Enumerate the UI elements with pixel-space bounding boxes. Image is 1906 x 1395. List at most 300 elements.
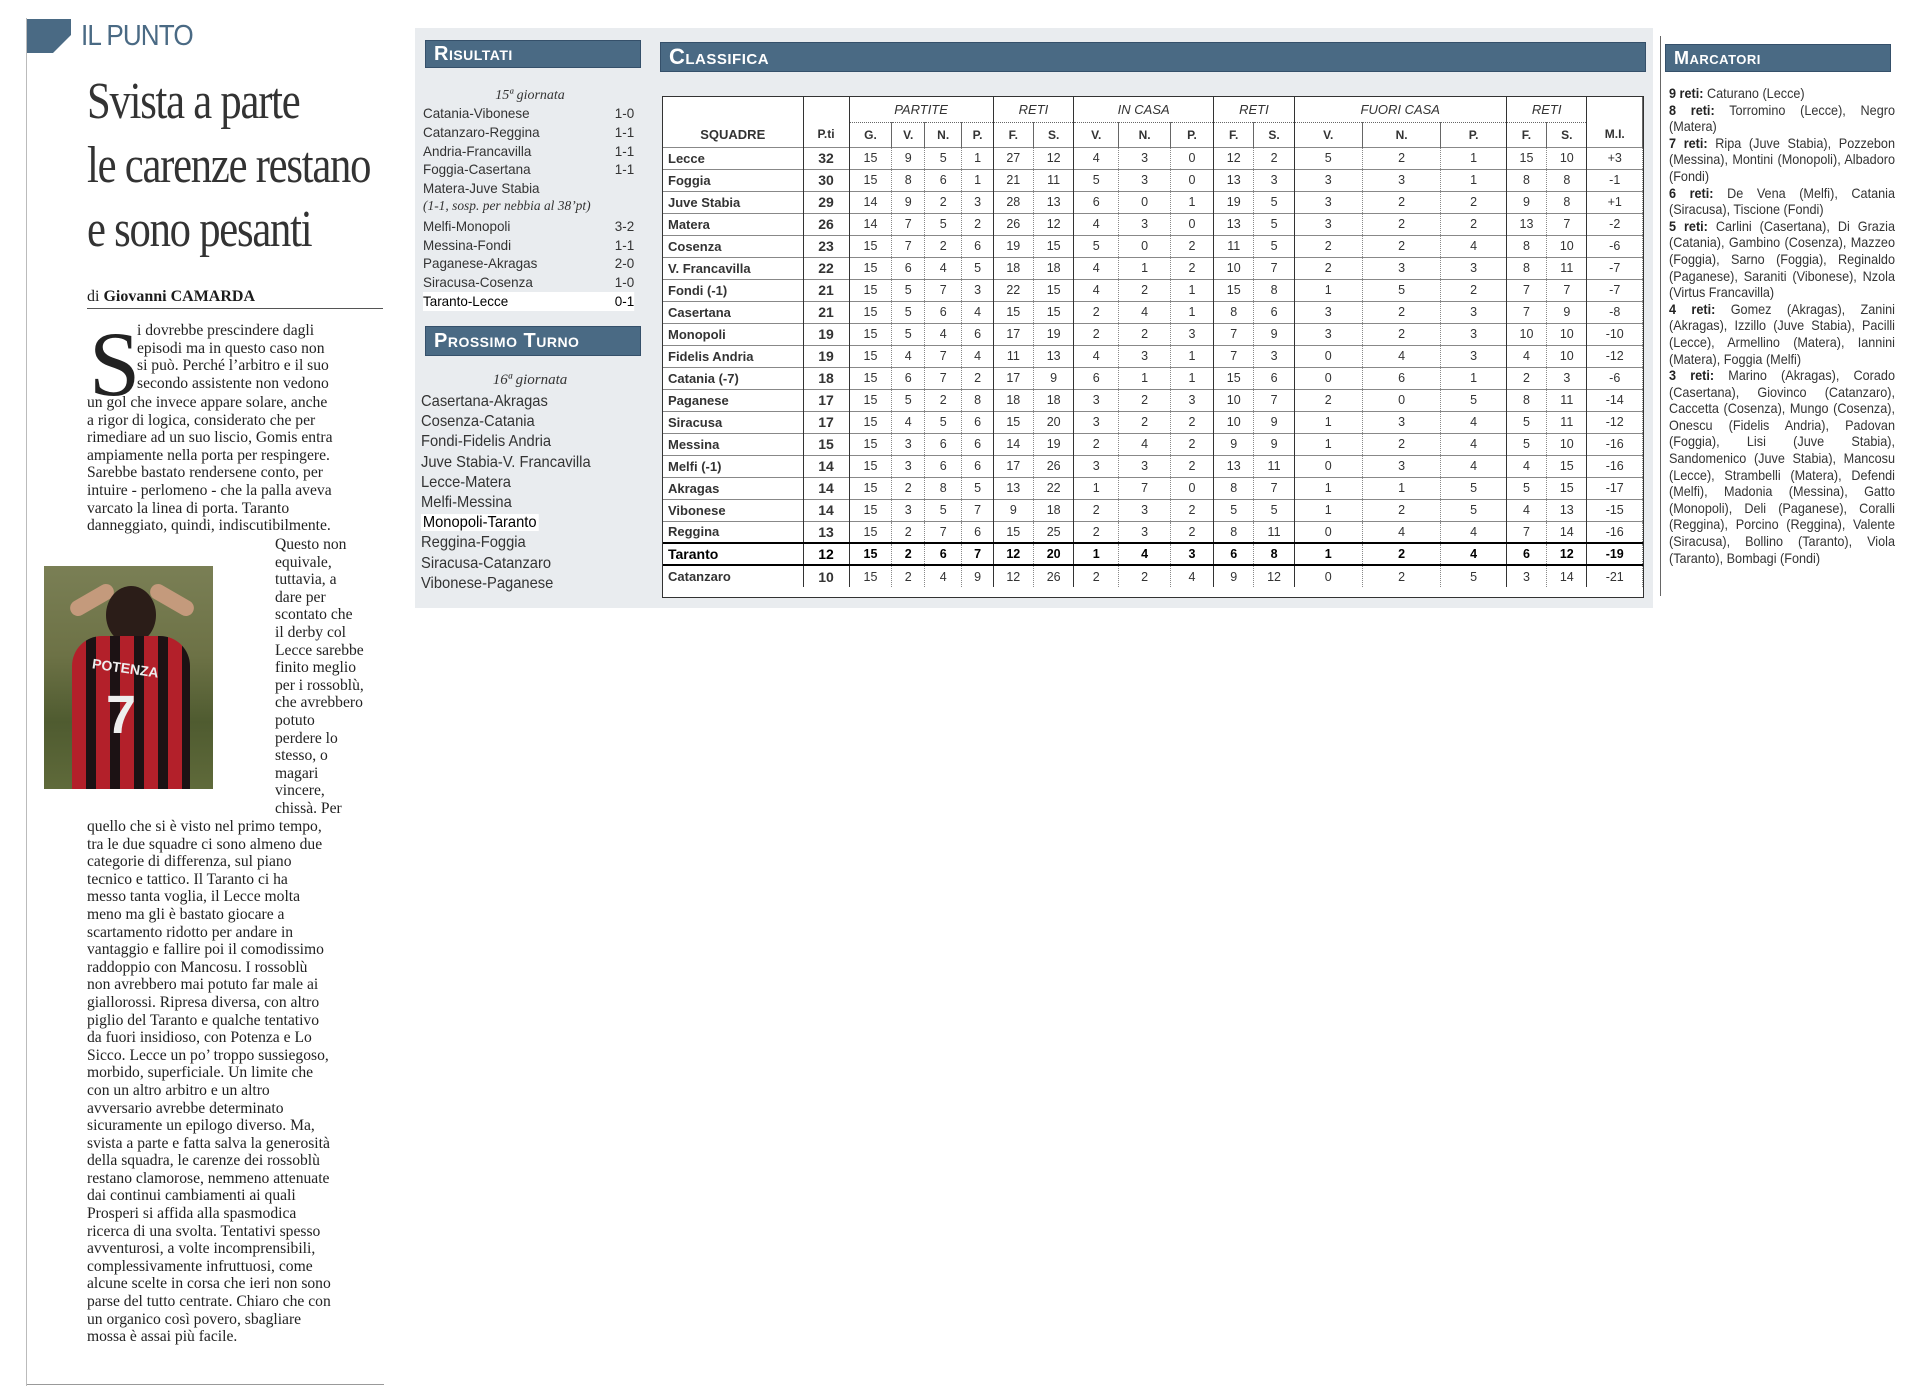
stat-cell: 2 bbox=[924, 389, 962, 411]
stat-cell: 0 bbox=[1294, 521, 1362, 543]
standings-row bbox=[663, 477, 1643, 499]
stat-cell: 4 bbox=[1362, 345, 1441, 367]
stat-cell: 9 bbox=[962, 565, 993, 587]
stat-cell: 4 bbox=[1074, 213, 1119, 235]
result-match: Foggia-Casertana bbox=[423, 161, 531, 178]
stat-cell: 7 bbox=[1506, 279, 1546, 301]
stat-cell: 15 bbox=[1506, 147, 1546, 169]
fixture-match: Juve Stabia-V. Francavilla bbox=[421, 453, 591, 471]
group-header: RETI bbox=[993, 97, 1074, 122]
stat-cell: 4 bbox=[1441, 521, 1506, 543]
stat-cell: -16 bbox=[1587, 433, 1643, 455]
stat-cell: 2 bbox=[1074, 301, 1119, 323]
team-name: Matera bbox=[663, 213, 803, 235]
stat-cell: 2 bbox=[1254, 147, 1294, 169]
stat-cell: 22 bbox=[993, 279, 1033, 301]
points-cell: 22 bbox=[803, 257, 849, 279]
stat-cell: 15 bbox=[1214, 279, 1254, 301]
stat-cell: -8 bbox=[1587, 301, 1643, 323]
column-header: S. bbox=[1254, 122, 1294, 147]
standings-row bbox=[663, 345, 1643, 367]
stat-cell: 1 bbox=[1294, 477, 1362, 499]
stat-cell: 8 bbox=[1506, 169, 1546, 191]
stat-cell: 2 bbox=[892, 477, 924, 499]
standings-row bbox=[663, 191, 1643, 213]
points-cell: 30 bbox=[803, 169, 849, 191]
stat-cell: 11 bbox=[1547, 257, 1587, 279]
stat-cell: 6 bbox=[1254, 367, 1294, 389]
stat-cell: 1 bbox=[962, 147, 993, 169]
stat-cell: 3 bbox=[1119, 213, 1171, 235]
standings-row bbox=[663, 169, 1643, 191]
stat-cell: 1 bbox=[1441, 147, 1506, 169]
stat-cell: 4 bbox=[1119, 433, 1171, 455]
stat-cell: 4 bbox=[1441, 543, 1506, 565]
stat-cell: 15 bbox=[1547, 455, 1587, 477]
stat-cell: 4 bbox=[1074, 345, 1119, 367]
stat-cell: 5 bbox=[1074, 235, 1119, 257]
stat-cell: 10 bbox=[1547, 235, 1587, 257]
stat-cell: 0 bbox=[1294, 345, 1362, 367]
stat-cell: 5 bbox=[892, 279, 924, 301]
stat-cell: 1 bbox=[1170, 301, 1213, 323]
stat-cell: 3 bbox=[962, 191, 993, 213]
column-header: S. bbox=[1033, 122, 1073, 147]
team-name: Siracusa bbox=[663, 411, 803, 433]
scorers-goals-label: 6 reti: bbox=[1669, 185, 1714, 201]
stat-cell: 4 bbox=[924, 257, 962, 279]
stat-cell: 3 bbox=[1170, 323, 1213, 345]
team-name: Melfi (-1) bbox=[663, 455, 803, 477]
standings-row bbox=[663, 565, 1643, 587]
standings-row bbox=[663, 499, 1643, 521]
stat-cell: 2 bbox=[1119, 389, 1171, 411]
scorers-column bbox=[1660, 36, 1894, 596]
stat-cell: 15 bbox=[849, 147, 892, 169]
stat-cell: 9 bbox=[1254, 323, 1294, 345]
team-name: Akragas bbox=[663, 477, 803, 499]
stat-cell: 15 bbox=[849, 477, 892, 499]
fixture-row bbox=[421, 453, 623, 473]
stat-cell: 0 bbox=[1119, 235, 1171, 257]
column-header: N. bbox=[1362, 122, 1441, 147]
team-name: Monopoli bbox=[663, 323, 803, 345]
stat-cell: 5 bbox=[892, 323, 924, 345]
result-note bbox=[423, 198, 634, 217]
fixture-row bbox=[421, 533, 623, 553]
stat-cell: 2 bbox=[1362, 433, 1441, 455]
stat-cell: 7 bbox=[962, 499, 993, 521]
stat-cell: 21 bbox=[993, 169, 1033, 191]
stat-cell: 2 bbox=[1362, 323, 1441, 345]
drop-cap: S bbox=[89, 313, 141, 415]
stat-cell: 5 bbox=[892, 301, 924, 323]
stat-cell: 11 bbox=[1254, 521, 1294, 543]
stat-cell: 5 bbox=[1214, 499, 1254, 521]
stat-cell: 15 bbox=[993, 521, 1033, 543]
fixture-row bbox=[421, 554, 623, 574]
stat-cell: -16 bbox=[1587, 521, 1643, 543]
stat-cell: 3 bbox=[1294, 301, 1362, 323]
stat-cell: -7 bbox=[1587, 257, 1643, 279]
column-header: V. bbox=[1074, 122, 1119, 147]
scorers-goals-label: 3 reti: bbox=[1669, 368, 1715, 384]
stat-cell: 15 bbox=[849, 235, 892, 257]
stat-cell: 3 bbox=[1441, 257, 1506, 279]
points-cell: 21 bbox=[803, 301, 849, 323]
stat-cell: 8 bbox=[924, 477, 962, 499]
group-header: IN CASA bbox=[1074, 97, 1214, 122]
stat-cell: 12 bbox=[1214, 147, 1254, 169]
standings-table bbox=[663, 97, 1643, 587]
stat-cell: 4 bbox=[1362, 521, 1441, 543]
scorers-goals-label: 4 reti: bbox=[1669, 301, 1716, 317]
stat-cell: 5 bbox=[962, 477, 993, 499]
scorers-goals-label: 9 reti: bbox=[1669, 86, 1704, 101]
stat-cell: 2 bbox=[892, 543, 924, 565]
team-name: Cosenza bbox=[663, 235, 803, 257]
stat-cell: 8 bbox=[1547, 169, 1587, 191]
fixture-match: Monopoli-Taranto bbox=[422, 514, 537, 532]
stat-cell: 8 bbox=[1506, 235, 1546, 257]
stat-cell: 0 bbox=[1119, 191, 1171, 213]
stat-cell: 4 bbox=[1074, 257, 1119, 279]
scorers-names: Marino (Akragas), Corado (Casertana), Giovinco (Catanzaro), Caccetta (Cosenza), Mungo (Cosenza), Onescu (Fidelis Andria), Padovan (Foggia), Lisi (Juve Stabia), Sandomenico (Juve Stabia), Mancosu (Lecce), Strambelli (Matera), Defendi (Melfi), Madonia (Messina), Gatto (Monopoli), Deli (Paganese), Coralli (Reggina), Porcino (Reggina), Valente (Siracusa), Bollino (Taranto), Viola (Taranto), Bombagi (Fondi) bbox=[1669, 368, 1895, 566]
stat-cell: 4 bbox=[1170, 565, 1213, 587]
stat-cell: 4 bbox=[1441, 235, 1506, 257]
group-header-row bbox=[663, 97, 1643, 122]
stat-cell: 26 bbox=[1033, 565, 1073, 587]
stat-cell: 1 bbox=[1294, 543, 1362, 565]
stat-cell: -2 bbox=[1587, 213, 1643, 235]
stat-cell: 15 bbox=[849, 543, 892, 565]
stat-cell: 6 bbox=[924, 455, 962, 477]
stat-cell: 11 bbox=[1214, 235, 1254, 257]
stat-cell: 7 bbox=[892, 235, 924, 257]
stat-cell: 4 bbox=[962, 301, 993, 323]
stat-cell: 13 bbox=[1506, 213, 1546, 235]
column-header: F. bbox=[993, 122, 1033, 147]
group-header: PARTITE bbox=[849, 97, 993, 122]
result-row bbox=[423, 292, 634, 311]
stat-cell: -21 bbox=[1587, 565, 1643, 587]
stat-cell: 4 bbox=[1441, 455, 1506, 477]
stat-cell: 15 bbox=[849, 411, 892, 433]
stat-cell: 6 bbox=[1074, 191, 1119, 213]
stat-cell: 10 bbox=[1547, 323, 1587, 345]
stat-cell: 15 bbox=[849, 389, 892, 411]
stat-cell: 1 bbox=[1441, 169, 1506, 191]
points-cell: 23 bbox=[803, 235, 849, 257]
stat-cell: 2 bbox=[1362, 213, 1441, 235]
result-row bbox=[423, 273, 634, 292]
result-match: Matera-Juve Stabia bbox=[423, 180, 540, 197]
stat-cell: 12 bbox=[993, 565, 1033, 587]
result-score: 2-0 bbox=[614, 255, 635, 272]
player-photo bbox=[44, 566, 213, 789]
stat-cell: 6 bbox=[962, 235, 993, 257]
stat-cell: 27 bbox=[993, 147, 1033, 169]
stat-cell: 3 bbox=[892, 455, 924, 477]
column-header: P. bbox=[962, 122, 993, 147]
stat-cell: 19 bbox=[1214, 191, 1254, 213]
stat-cell: 0 bbox=[1294, 367, 1362, 389]
stat-cell: 10 bbox=[1214, 411, 1254, 433]
stat-cell: 15 bbox=[993, 411, 1033, 433]
standings-row bbox=[663, 301, 1643, 323]
fixture-match: Fondi-Fidelis Andria bbox=[421, 433, 552, 451]
stat-cell: 5 bbox=[1441, 389, 1506, 411]
standings-body bbox=[663, 147, 1643, 587]
stat-cell: 4 bbox=[924, 323, 962, 345]
stat-cell: 12 bbox=[1033, 213, 1073, 235]
stat-cell: 3 bbox=[1362, 411, 1441, 433]
stat-cell: 5 bbox=[1254, 235, 1294, 257]
stat-cell: 15 bbox=[849, 455, 892, 477]
stat-cell: 4 bbox=[1506, 345, 1546, 367]
stat-cell: 9 bbox=[1033, 367, 1073, 389]
result-match: Messina-Fondi bbox=[423, 236, 512, 253]
team-name: Fondi (-1) bbox=[663, 279, 803, 301]
stat-cell: 5 bbox=[1441, 499, 1506, 521]
stat-cell: -7 bbox=[1587, 279, 1643, 301]
stat-cell: 14 bbox=[993, 433, 1033, 455]
stat-cell: 3 bbox=[1547, 367, 1587, 389]
stat-cell: 7 bbox=[962, 543, 993, 565]
stat-cell: 11 bbox=[1547, 389, 1587, 411]
scorers-group bbox=[1669, 136, 1895, 186]
scorers-names: Ripa (Juve Stabia), Pozzebon (Messina), Montini (Monopoli), Albadoro (Fondi) bbox=[1669, 135, 1895, 184]
stat-cell: 15 bbox=[849, 257, 892, 279]
stat-cell: 7 bbox=[1254, 389, 1294, 411]
stat-cell: 6 bbox=[924, 543, 962, 565]
stat-cell: 5 bbox=[1254, 499, 1294, 521]
stat-cell: 9 bbox=[1214, 433, 1254, 455]
stat-cell: 5 bbox=[1506, 411, 1546, 433]
scorers-group bbox=[1669, 86, 1895, 103]
stat-cell: 3 bbox=[1362, 455, 1441, 477]
stat-cell: 3 bbox=[1119, 455, 1171, 477]
points-cell: 18 bbox=[803, 367, 849, 389]
stat-cell: 13 bbox=[993, 477, 1033, 499]
scorers-names: De Vena (Melfi), Catania (Siracusa), Tiscione (Fondi) bbox=[1669, 185, 1895, 218]
stat-cell: 2 bbox=[1294, 257, 1362, 279]
team-name: Fidelis Andria bbox=[663, 345, 803, 367]
stat-cell: 6 bbox=[892, 257, 924, 279]
stat-cell: 18 bbox=[993, 389, 1033, 411]
stat-cell: 17 bbox=[993, 455, 1033, 477]
stat-cell: 2 bbox=[1362, 301, 1441, 323]
result-score: 1-1 bbox=[614, 236, 635, 253]
stat-cell: 0 bbox=[1170, 169, 1213, 191]
result-match: Andria-Francavilla bbox=[423, 142, 532, 159]
stat-cell: 3 bbox=[1441, 345, 1506, 367]
stat-cell: 1 bbox=[1170, 345, 1213, 367]
stat-cell: 5 bbox=[924, 147, 962, 169]
stat-cell: 3 bbox=[1294, 323, 1362, 345]
result-row bbox=[423, 217, 634, 236]
stat-cell: 13 bbox=[1033, 191, 1073, 213]
team-name: Catania (-7) bbox=[663, 367, 803, 389]
stat-cell: 4 bbox=[1506, 499, 1546, 521]
stat-cell: 8 bbox=[1506, 389, 1546, 411]
stat-cell: 15 bbox=[1547, 477, 1587, 499]
stat-cell: 15 bbox=[849, 323, 892, 345]
stat-cell: 1 bbox=[1294, 411, 1362, 433]
stat-cell: 9 bbox=[1547, 301, 1587, 323]
stat-cell: 5 bbox=[1506, 433, 1546, 455]
stat-cell: 2 bbox=[1074, 499, 1119, 521]
result-match: Siracusa-Cosenza bbox=[423, 274, 533, 291]
stat-cell: 25 bbox=[1033, 521, 1073, 543]
next-round-label: 16ª giornata bbox=[492, 372, 568, 388]
results-title: Risultati bbox=[425, 40, 641, 68]
points-cell: 29 bbox=[803, 191, 849, 213]
stat-cell: 4 bbox=[1441, 411, 1506, 433]
stat-cell: 6 bbox=[962, 521, 993, 543]
stat-cell: 2 bbox=[962, 213, 993, 235]
points-cell: 15 bbox=[803, 433, 849, 455]
stat-cell: 2 bbox=[1074, 565, 1119, 587]
stat-cell: 28 bbox=[993, 191, 1033, 213]
stat-cell: 4 bbox=[924, 565, 962, 587]
scorers-goals-label: 5 reti: bbox=[1669, 218, 1708, 234]
standings bbox=[656, 36, 1644, 604]
scorers-title: Marcatori bbox=[1665, 44, 1891, 72]
column-header: P. bbox=[1170, 122, 1213, 147]
stat-cell: 2 bbox=[1074, 323, 1119, 345]
stat-cell: 5 bbox=[1441, 477, 1506, 499]
result-score: 0-1 bbox=[614, 292, 635, 309]
stat-cell: 2 bbox=[1119, 411, 1171, 433]
stat-cell: 3 bbox=[1294, 169, 1362, 191]
fixture-row bbox=[421, 432, 623, 452]
group-header: RETI bbox=[1506, 97, 1587, 122]
stat-cell: 2 bbox=[1170, 411, 1213, 433]
stat-cell: 6 bbox=[1214, 543, 1254, 565]
points-cell: 21 bbox=[803, 279, 849, 301]
stat-cell: 7 bbox=[1214, 345, 1254, 367]
stat-cell: 17 bbox=[993, 323, 1033, 345]
stat-cell: 2 bbox=[1362, 235, 1441, 257]
stat-cell: 14 bbox=[1547, 521, 1587, 543]
stat-cell: 6 bbox=[892, 367, 924, 389]
stat-cell: 4 bbox=[1441, 433, 1506, 455]
stat-cell: 2 bbox=[1119, 565, 1171, 587]
stat-cell: 2 bbox=[1170, 499, 1213, 521]
points-cell: 14 bbox=[803, 499, 849, 521]
stat-cell: 3 bbox=[1254, 169, 1294, 191]
fixture-match: Reggina-Foggia bbox=[421, 534, 526, 552]
result-match: Taranto-Lecce bbox=[423, 292, 509, 309]
stat-cell: 3 bbox=[1170, 389, 1213, 411]
scorers-goals-label: 7 reti: bbox=[1669, 135, 1708, 151]
stat-cell: 7 bbox=[1119, 477, 1171, 499]
points-cell: 10 bbox=[803, 565, 849, 587]
team-name: Lecce bbox=[663, 147, 803, 169]
stat-cell: 6 bbox=[924, 301, 962, 323]
results-column bbox=[419, 36, 641, 596]
stat-cell: 2 bbox=[1119, 279, 1171, 301]
stat-cell: 13 bbox=[1214, 213, 1254, 235]
stat-cell: 8 bbox=[1214, 521, 1254, 543]
stat-cell: 6 bbox=[924, 169, 962, 191]
next-round-title: Prossimo Turno bbox=[425, 326, 641, 356]
stat-cell: 15 bbox=[993, 301, 1033, 323]
article-body-part: i dovrebbe prescindere dagli episodi ma in questo caso non si può. Perché l’arbitro e il suo secondo assistente non vedono bbox=[137, 322, 329, 392]
stat-cell: 7 bbox=[924, 345, 962, 367]
scorers-group bbox=[1669, 302, 1895, 368]
photo-shirt-name: POTENZA bbox=[91, 655, 160, 681]
stat-cell: -14 bbox=[1587, 389, 1643, 411]
stat-cell: 9 bbox=[892, 191, 924, 213]
stat-cell: 15 bbox=[1033, 235, 1073, 257]
byline-prefix: di bbox=[87, 288, 100, 305]
stat-cell: 1 bbox=[1294, 499, 1362, 521]
stat-cell: 5 bbox=[1254, 213, 1294, 235]
stat-cell: -19 bbox=[1587, 543, 1643, 565]
stat-cell: 1 bbox=[1362, 477, 1441, 499]
stat-cell: 18 bbox=[993, 257, 1033, 279]
team-name: Catanzaro bbox=[663, 565, 803, 587]
column-header: G. bbox=[849, 122, 892, 147]
rubric bbox=[27, 18, 205, 54]
stat-cell: 4 bbox=[892, 345, 924, 367]
scorers-group bbox=[1669, 368, 1895, 567]
points-cell: 26 bbox=[803, 213, 849, 235]
standings-table-box bbox=[662, 96, 1644, 598]
result-row bbox=[423, 104, 634, 123]
stat-cell: 15 bbox=[849, 301, 892, 323]
result-score: 1-1 bbox=[614, 142, 635, 159]
stat-cell: 1 bbox=[1170, 279, 1213, 301]
stat-cell: 19 bbox=[993, 235, 1033, 257]
column-header: F. bbox=[1214, 122, 1254, 147]
result-match: Paganese-Akragas bbox=[423, 255, 538, 272]
column-header: M.I. bbox=[1587, 122, 1643, 147]
team-name: Casertana bbox=[663, 301, 803, 323]
stat-cell: 18 bbox=[1033, 257, 1073, 279]
result-row bbox=[423, 254, 634, 273]
stat-cell: 3 bbox=[892, 499, 924, 521]
stat-cell: 4 bbox=[1074, 279, 1119, 301]
stat-cell: 2 bbox=[1441, 213, 1506, 235]
standings-row bbox=[663, 257, 1643, 279]
group-header: FUORI CASA bbox=[1294, 97, 1506, 122]
stat-cell: 2 bbox=[1362, 543, 1441, 565]
empty-header bbox=[663, 97, 803, 122]
scorers-group bbox=[1669, 219, 1895, 302]
stat-cell: 5 bbox=[1254, 191, 1294, 213]
stat-cell: 6 bbox=[962, 433, 993, 455]
stat-cell: 2 bbox=[1074, 521, 1119, 543]
stat-cell: 18 bbox=[1033, 499, 1073, 521]
stat-cell: 8 bbox=[1214, 301, 1254, 323]
stat-cell: 19 bbox=[1033, 323, 1073, 345]
stat-cell: 2 bbox=[892, 565, 924, 587]
stat-cell: 8 bbox=[1214, 477, 1254, 499]
next-round-list bbox=[421, 392, 641, 594]
standings-row bbox=[663, 235, 1643, 257]
stat-cell: 1 bbox=[1294, 279, 1362, 301]
stat-cell: 4 bbox=[1119, 543, 1171, 565]
column-header: N. bbox=[924, 122, 962, 147]
team-name: Juve Stabia bbox=[663, 191, 803, 213]
stat-cell: 3 bbox=[1074, 389, 1119, 411]
stat-cell: 7 bbox=[1506, 521, 1546, 543]
points-cell: 32 bbox=[803, 147, 849, 169]
headline bbox=[87, 70, 371, 262]
